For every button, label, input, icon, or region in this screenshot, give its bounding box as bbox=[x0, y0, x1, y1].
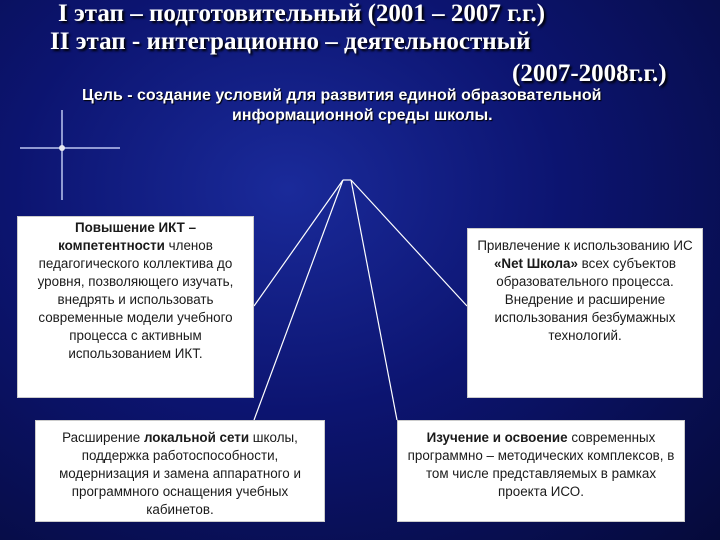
connector-sw bbox=[351, 180, 397, 420]
box-sw-bold: Изучение и освоение bbox=[426, 430, 568, 445]
goal-label: Цель - bbox=[82, 87, 133, 104]
goal-text-line1: создание условий для развития единой образовательной bbox=[137, 87, 602, 104]
title-stage-2-years: (2007-2008г.г.) bbox=[512, 60, 667, 87]
box-software-complexes bbox=[397, 420, 685, 522]
box-lan-bold: локальной сети bbox=[143, 430, 250, 445]
box-lan-text: школы, поддержка работоспособности, модернизация и замена аппаратного и программного оснащения учебных кабинетов. bbox=[59, 430, 301, 517]
connector-ikt bbox=[254, 180, 343, 306]
box-ikt-text: членов педагогического коллектива до уровня, позволяющего изучать, внедрять и использовать современные модели учебного процесса с активным использованием ИКТ. bbox=[37, 238, 234, 361]
box-ikt-bold1: Повышение ИКТ – bbox=[74, 220, 197, 235]
title-stage-2: II этап - интеграционно – деятельностный bbox=[50, 28, 531, 55]
box-net-pre: Привлечение к использованию ИС bbox=[477, 238, 693, 253]
title-stage-1: I этап – подготовительный (2001 – 2007 г.г.) bbox=[58, 0, 546, 27]
box-net-bold: «Net Школа» bbox=[493, 256, 578, 271]
connector-lan bbox=[254, 180, 343, 420]
box-ikt-competence bbox=[17, 216, 254, 398]
box-sw-text: современных программно – методических комплексов, в том числе представляемых в рамках проекта ИСО. bbox=[407, 430, 675, 499]
box-lan-pre: Расширение bbox=[62, 430, 141, 445]
box-net-school bbox=[467, 228, 703, 398]
goal-statement bbox=[82, 86, 697, 126]
box-local-network bbox=[35, 420, 325, 522]
box-ikt-bold2: компетентности bbox=[58, 238, 165, 253]
connector-net bbox=[351, 180, 467, 306]
box-net-text: всех субъектов образовательного процесса. Внедрение и расширение использования безбумажных технологий. bbox=[494, 256, 677, 343]
goal-text-line2: информационной среды школы. bbox=[232, 107, 493, 124]
